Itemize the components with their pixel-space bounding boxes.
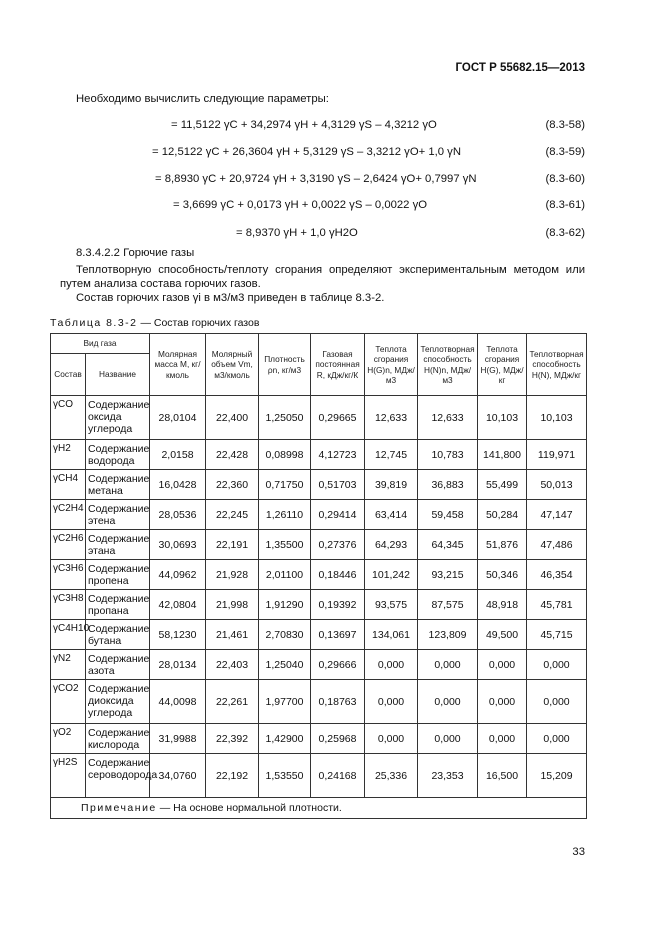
table-cell: 22,360 bbox=[206, 470, 259, 500]
page-number: 33 bbox=[572, 846, 585, 858]
table-cell: 0,29414 bbox=[311, 500, 365, 530]
equation: = 8,9370 γH + 1,0 γH2O bbox=[236, 227, 358, 239]
gas-symbol: γC2H4 bbox=[51, 500, 86, 530]
table-cell: 28,0536 bbox=[150, 500, 206, 530]
header-molar-mass: Молярная масса M, кг/кмоль bbox=[150, 334, 206, 396]
gas-composition-table bbox=[50, 333, 587, 819]
table-cell: 0,000 bbox=[365, 724, 418, 754]
table-cell: 10,783 bbox=[418, 440, 478, 470]
gas-symbol: γCO bbox=[51, 396, 86, 440]
table-cell: 1,42900 bbox=[259, 724, 311, 754]
table-row bbox=[51, 396, 587, 440]
table-cell: 0,000 bbox=[478, 650, 527, 680]
table-cell: 22,245 bbox=[206, 500, 259, 530]
table-cell: 0,000 bbox=[478, 724, 527, 754]
table-cell: 15,209 bbox=[527, 754, 587, 798]
table-cell: 0,13697 bbox=[311, 620, 365, 650]
equation-number: (8.3-59) bbox=[545, 146, 585, 158]
table-cell: 21,928 bbox=[206, 560, 259, 590]
table-cell: 25,336 bbox=[365, 754, 418, 798]
table-note bbox=[51, 798, 587, 819]
table-cell: 4,12723 bbox=[311, 440, 365, 470]
table-cell: 0,51703 bbox=[311, 470, 365, 500]
gas-name: Содержание этана bbox=[86, 530, 150, 560]
table-cell: 45,715 bbox=[527, 620, 587, 650]
table-cell: 16,500 bbox=[478, 754, 527, 798]
table-cell: 64,345 bbox=[418, 530, 478, 560]
section-heading: 8.3.4.2.2 Горючие газы bbox=[76, 247, 195, 259]
gas-name: Содержание водорода bbox=[86, 440, 150, 470]
table-cell: 23,353 bbox=[418, 754, 478, 798]
table-cell: 47,486 bbox=[527, 530, 587, 560]
table-cell: 63,414 bbox=[365, 500, 418, 530]
header-calorific-vol: Теплотворная способность H(N)n, МДж/м3 bbox=[418, 334, 478, 396]
table-row bbox=[51, 470, 587, 500]
table-cell: 22,403 bbox=[206, 650, 259, 680]
table-cell: 50,284 bbox=[478, 500, 527, 530]
table-cell: 2,0158 bbox=[150, 440, 206, 470]
table-cell: 49,500 bbox=[478, 620, 527, 650]
table-cell: 0,000 bbox=[527, 650, 587, 680]
table-row bbox=[51, 560, 587, 590]
header-molar-volume: Молярный объем Vm, м3/кмоль bbox=[206, 334, 259, 396]
table-cell: 31,9988 bbox=[150, 724, 206, 754]
table-cell: 34,0760 bbox=[150, 754, 206, 798]
gas-symbol: γC3H8 bbox=[51, 590, 86, 620]
table-cell: 47,147 bbox=[527, 500, 587, 530]
table-cell: 87,575 bbox=[418, 590, 478, 620]
table-cell: 45,781 bbox=[527, 590, 587, 620]
table-cell: 36,883 bbox=[418, 470, 478, 500]
table-row bbox=[51, 500, 587, 530]
table-body bbox=[51, 396, 587, 798]
table-cell: 134,061 bbox=[365, 620, 418, 650]
table-cell: 28,0134 bbox=[150, 650, 206, 680]
table-cell: 0,25968 bbox=[311, 724, 365, 754]
table-cell: 0,08998 bbox=[259, 440, 311, 470]
table-cell: 21,998 bbox=[206, 590, 259, 620]
table-cell: 50,346 bbox=[478, 560, 527, 590]
table-cell: 64,293 bbox=[365, 530, 418, 560]
table-cell: 2,70830 bbox=[259, 620, 311, 650]
table-row bbox=[51, 590, 587, 620]
table-cell: 0,18446 bbox=[311, 560, 365, 590]
gas-symbol: γCH4 bbox=[51, 470, 86, 500]
table-cell: 22,392 bbox=[206, 724, 259, 754]
table-cell: 50,013 bbox=[527, 470, 587, 500]
table-row bbox=[51, 754, 587, 798]
table-cell: 10,103 bbox=[527, 396, 587, 440]
table-cell: 12,633 bbox=[418, 396, 478, 440]
gas-name: Содержание пропана bbox=[86, 590, 150, 620]
table-cell: 0,27376 bbox=[311, 530, 365, 560]
table-cell: 28,0104 bbox=[150, 396, 206, 440]
table-cell: 0,000 bbox=[527, 724, 587, 754]
table-cell: 58,1230 bbox=[150, 620, 206, 650]
caption-text: — Состав горючих газов bbox=[137, 317, 260, 329]
table-cell: 123,809 bbox=[418, 620, 478, 650]
header-density: Плотность ρn, кг/м3 bbox=[259, 334, 311, 396]
equation: = 12,5122 γC + 26,3604 γH + 5,3129 γS – 3,3212 γO+ 1,0 γN bbox=[152, 146, 461, 158]
table-cell: 0,18763 bbox=[311, 680, 365, 724]
gas-name: Содержание метана bbox=[86, 470, 150, 500]
table-cell: 1,25050 bbox=[259, 396, 311, 440]
table-cell: 1,91290 bbox=[259, 590, 311, 620]
table-cell: 59,458 bbox=[418, 500, 478, 530]
gas-name: Содержание азота bbox=[86, 650, 150, 680]
table-cell: 22,428 bbox=[206, 440, 259, 470]
table-cell: 48,918 bbox=[478, 590, 527, 620]
paragraph-2: Состав горючих газов γi в м3/м3 приведен в таблице 8.3-2. bbox=[76, 292, 385, 304]
equation: = 8,8930 γC + 20,9724 γH + 3,3190 γS – 2,6424 γO+ 0,7997 γN bbox=[155, 173, 477, 185]
equation-number: (8.3-60) bbox=[545, 173, 585, 185]
table-cell: 12,633 bbox=[365, 396, 418, 440]
document-header: ГОСТ Р 55682.15—2013 bbox=[455, 62, 585, 74]
table-row bbox=[51, 530, 587, 560]
table-cell: 141,800 bbox=[478, 440, 527, 470]
gas-symbol: γN2 bbox=[51, 650, 86, 680]
table-cell: 0,000 bbox=[418, 680, 478, 724]
table-cell: 119,971 bbox=[527, 440, 587, 470]
table-cell: 39,819 bbox=[365, 470, 418, 500]
table-cell: 10,103 bbox=[478, 396, 527, 440]
table-cell: 93,215 bbox=[418, 560, 478, 590]
gas-name: Содержание бутана bbox=[86, 620, 150, 650]
table-cell: 0,29666 bbox=[311, 650, 365, 680]
table-row bbox=[51, 724, 587, 754]
gas-symbol: γC3H6 bbox=[51, 560, 86, 590]
gas-name: Содержание кислорода bbox=[86, 724, 150, 754]
header-name: Название bbox=[86, 354, 150, 396]
gas-symbol: γH2 bbox=[51, 440, 86, 470]
table-cell: 2,01100 bbox=[259, 560, 311, 590]
table-cell: 0,19392 bbox=[311, 590, 365, 620]
table-row bbox=[51, 680, 587, 724]
equation-number: (8.3-62) bbox=[545, 227, 585, 239]
gas-symbol: γH2S bbox=[51, 754, 86, 798]
table-cell: 0,000 bbox=[365, 680, 418, 724]
table-cell: 22,261 bbox=[206, 680, 259, 724]
table-row bbox=[51, 440, 587, 470]
table-cell: 51,876 bbox=[478, 530, 527, 560]
note-text: — На основе нормальной плотности. bbox=[156, 802, 342, 814]
table-cell: 16,0428 bbox=[150, 470, 206, 500]
table-caption bbox=[50, 317, 259, 329]
table-cell: 1,53550 bbox=[259, 754, 311, 798]
header-gas-constant: Газовая постоянная R, кДж/кг/К bbox=[311, 334, 365, 396]
gas-name: Содержание пропена bbox=[86, 560, 150, 590]
table-cell: 1,25040 bbox=[259, 650, 311, 680]
header-heat-vol: Теплота сгорания H(G)n, МДж/м3 bbox=[365, 334, 418, 396]
gas-name: Содержание этена bbox=[86, 500, 150, 530]
table-cell: 22,191 bbox=[206, 530, 259, 560]
equation-number: (8.3-61) bbox=[545, 199, 585, 211]
gas-symbol: γC2H6 bbox=[51, 530, 86, 560]
table-cell: 0,71750 bbox=[259, 470, 311, 500]
table-cell: 101,242 bbox=[365, 560, 418, 590]
table-cell: 22,192 bbox=[206, 754, 259, 798]
equation: = 11,5122 γC + 34,2974 γH + 4,3129 γS – 4,3212 γO bbox=[171, 119, 437, 131]
gas-symbol: γC4H10 bbox=[51, 620, 86, 650]
table-cell: 46,354 bbox=[527, 560, 587, 590]
table-cell: 22,400 bbox=[206, 396, 259, 440]
group-header: Вид газа bbox=[51, 334, 150, 354]
table-row bbox=[51, 650, 587, 680]
table-cell: 12,745 bbox=[365, 440, 418, 470]
table-cell: 0,24168 bbox=[311, 754, 365, 798]
caption-prefix: Таблица 8.3-2 bbox=[50, 317, 138, 329]
table-cell: 44,0098 bbox=[150, 680, 206, 724]
table-cell: 0,000 bbox=[418, 724, 478, 754]
table-cell: 1,97700 bbox=[259, 680, 311, 724]
table-row bbox=[51, 620, 587, 650]
note-prefix: Примечание bbox=[81, 802, 157, 814]
gas-symbol: γCO2 bbox=[51, 680, 86, 724]
table-cell: 44,0962 bbox=[150, 560, 206, 590]
table-cell: 0,000 bbox=[527, 680, 587, 724]
table-cell: 0,000 bbox=[478, 680, 527, 724]
paragraph-1: Теплотворную способность/теплоту сгорания определяют экспериментальным методом или путем анализа состава горючих газов. bbox=[60, 264, 585, 290]
header-heat-mass: Теплота сгорания H(G), МДж/кг bbox=[478, 334, 527, 396]
gas-symbol: γO2 bbox=[51, 724, 86, 754]
table-cell: 21,461 bbox=[206, 620, 259, 650]
header-calorific-mass: Теплотворная способность H(N), МДж/кг bbox=[527, 334, 587, 396]
table-cell: 0,000 bbox=[365, 650, 418, 680]
table-cell: 30,0693 bbox=[150, 530, 206, 560]
table-cell: 42,0804 bbox=[150, 590, 206, 620]
table-cell: 93,575 bbox=[365, 590, 418, 620]
table-cell: 0,000 bbox=[418, 650, 478, 680]
table-cell: 55,499 bbox=[478, 470, 527, 500]
intro-text: Необходимо вычислить следующие параметры: bbox=[76, 93, 329, 105]
gas-name: Содержание сероводорода bbox=[86, 754, 150, 798]
table-cell: 0,29665 bbox=[311, 396, 365, 440]
table-cell: 1,35500 bbox=[259, 530, 311, 560]
equation: = 3,6699 γC + 0,0173 γH + 0,0022 γS – 0,0022 γO bbox=[173, 199, 428, 211]
equation-number: (8.3-58) bbox=[545, 119, 585, 131]
gas-name: Содержание оксида углерода bbox=[86, 396, 150, 440]
table-cell: 1,26110 bbox=[259, 500, 311, 530]
header-composition: Состав bbox=[51, 354, 86, 396]
gas-name: Содержание диоксида углерода bbox=[86, 680, 150, 724]
